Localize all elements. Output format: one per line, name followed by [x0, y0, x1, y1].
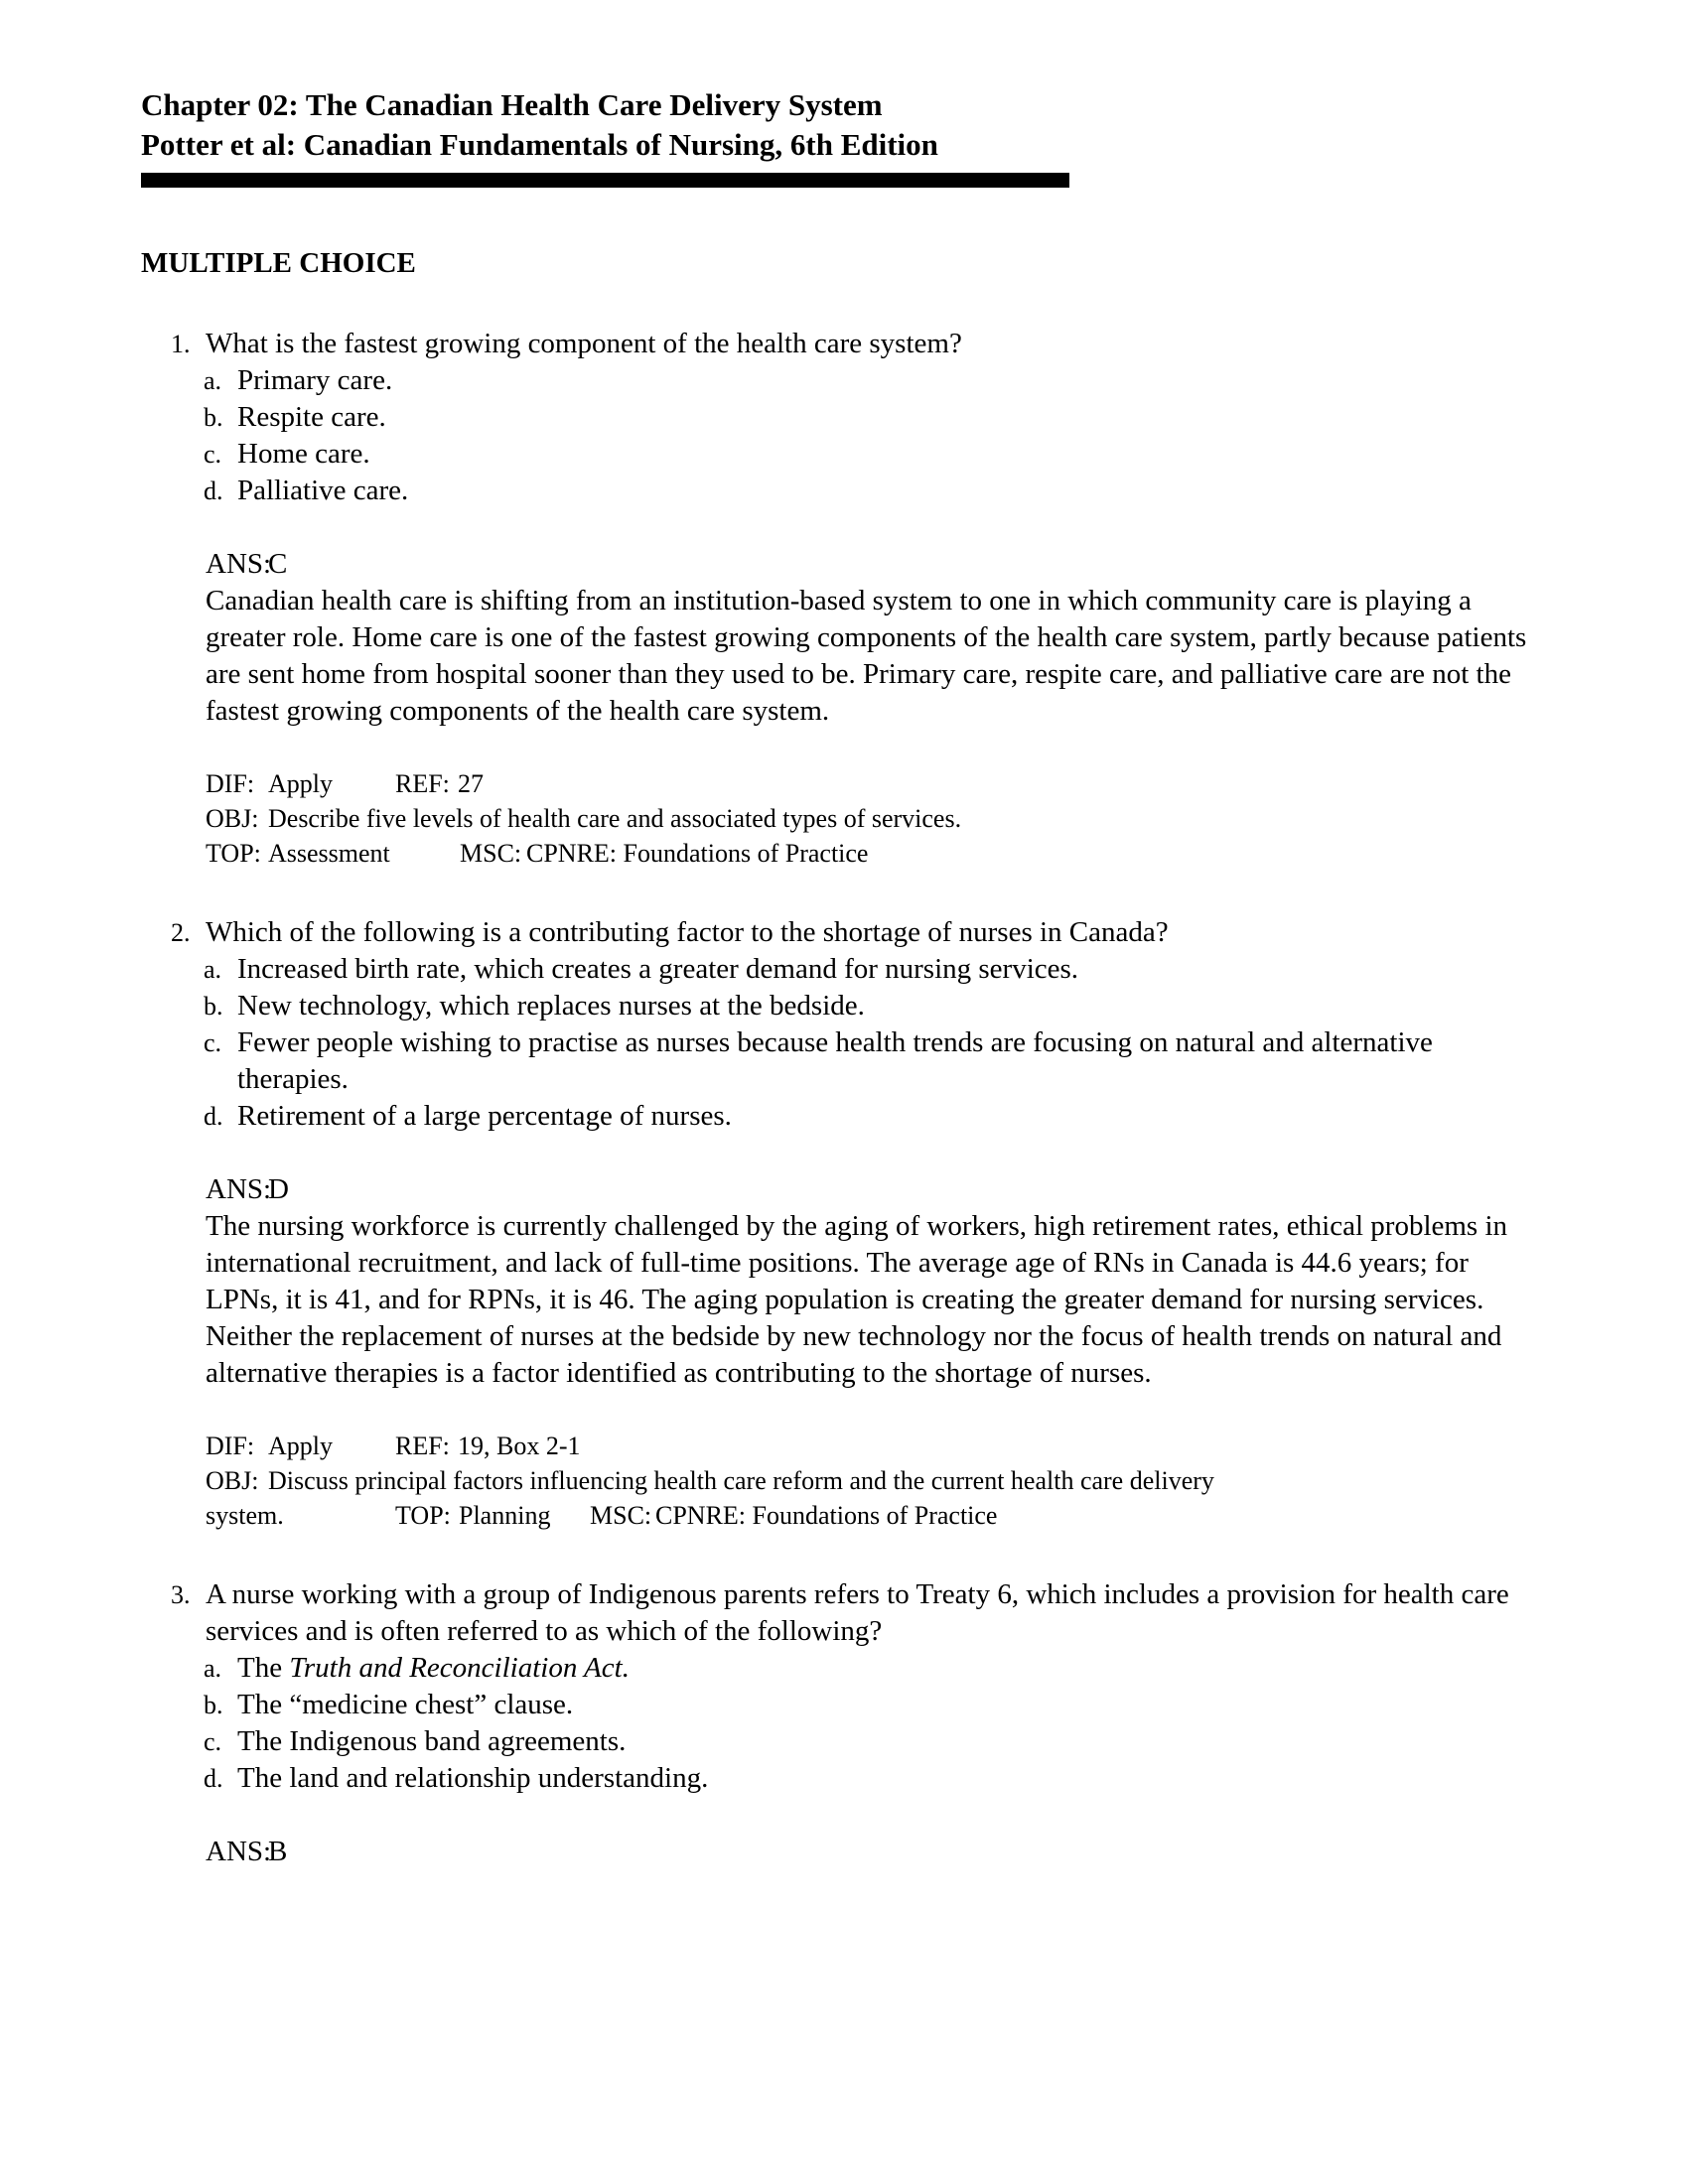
section-title: MULTIPLE CHOICE: [141, 247, 416, 279]
question-3-head: [141, 1576, 1547, 1650]
ref-value: 19, Box 2-1: [458, 1432, 581, 1460]
meta-obj-continuation-row: [206, 1498, 1547, 1533]
option-text-prefix: The: [237, 1652, 290, 1684]
question-number: 2.: [171, 918, 191, 947]
option-b: [204, 399, 1479, 436]
dif-label: DIF:: [206, 1432, 255, 1460]
top-label: TOP:: [395, 1501, 451, 1530]
dif-value: Apply: [268, 769, 333, 798]
option-letter: a.: [204, 366, 222, 395]
top-value: Assessment: [268, 839, 390, 868]
obj-value: Describe five levels of health care and associated types of services.: [268, 804, 962, 833]
answer-value: B: [268, 1836, 288, 1867]
top-value: Planning: [459, 1501, 551, 1530]
question-3: [141, 1576, 1547, 1870]
option-d: [204, 1098, 1479, 1135]
obj-label: OBJ:: [206, 804, 259, 833]
answer-row: [206, 1834, 1547, 1870]
msc-value: CPNRE: Foundations of Practice: [655, 1501, 998, 1530]
meta-obj-row: [206, 1463, 1547, 1498]
option-text: Respite care.: [237, 401, 386, 433]
header-divider-bar: [141, 173, 1069, 188]
option-text: The “medicine chest” clause.: [237, 1689, 574, 1720]
option-letter: d.: [204, 477, 223, 505]
header-title-line1: Chapter 02: The Canadian Health Care Delivery System: [141, 87, 883, 122]
question-1-options: [204, 362, 1479, 509]
meta-obj-row: [206, 801, 1547, 836]
question-3-options: [204, 1650, 1479, 1797]
ref-label: REF:: [395, 769, 450, 798]
meta-top-row: [206, 836, 1547, 871]
option-letter: a.: [204, 1654, 222, 1683]
option-text: [237, 1650, 1479, 1687]
option-letter: d.: [204, 1102, 223, 1131]
header-title-line2: Potter et al: Canadian Fundamentals of Nursing, 6th Edition: [141, 127, 938, 162]
option-a: [204, 1650, 1479, 1687]
option-letter: b.: [204, 992, 223, 1021]
option-d: [204, 473, 1479, 509]
question-2-meta: [206, 1429, 1547, 1533]
option-a: [204, 362, 1479, 399]
question-number: 1.: [171, 330, 191, 358]
option-text-italic: Truth and Reconciliation Act.: [289, 1652, 630, 1684]
option-letter: c.: [204, 1028, 222, 1057]
obj-label: OBJ:: [206, 1466, 259, 1495]
meta-dif-row: [206, 1429, 1547, 1463]
option-text: Fewer people wishing to practise as nurses because health trends are focusing on natural and alternative therapies.: [237, 1026, 1433, 1095]
obj-value-line1: Discuss principal factors influencing health care reform and the current health care delivery: [268, 1466, 1214, 1495]
dif-value: Apply: [268, 1432, 333, 1460]
meta-dif-row: [206, 766, 1547, 801]
option-text: The Indigenous band agreements.: [237, 1725, 627, 1757]
ref-label: REF:: [395, 1432, 450, 1460]
document-header: [141, 85, 1547, 188]
question-stem: What is the fastest growing component of the health care system?: [206, 328, 962, 359]
msc-label: MSC:: [590, 1501, 652, 1530]
question-1-head: [141, 326, 1547, 362]
option-c: [204, 1723, 1479, 1760]
answer-label: ANS:: [206, 548, 272, 580]
question-2: [141, 914, 1547, 1533]
top-label: TOP:: [206, 839, 261, 868]
answer-label: ANS:: [206, 1836, 272, 1867]
answer-value: C: [268, 548, 288, 580]
option-letter: c.: [204, 1727, 222, 1756]
question-number: 3.: [171, 1580, 191, 1609]
question-stem: Which of the following is a contributing factor to the shortage of nurses in Canada?: [206, 916, 1169, 948]
option-b: [204, 1687, 1479, 1723]
question-1: [141, 326, 1547, 871]
answer-row: [206, 1171, 1547, 1208]
ref-value: 27: [458, 769, 484, 798]
rationale: The nursing workforce is currently challenged by the aging of workers, high retirement rates, ethical problems in international recruitment, and lack of full-time positions. The average age of RNs in Canada is 44.6 years; for LPNs, it is 41, and for RPNs, it is 46. The aging population is creating the greater demand for nursing services. Neither the replacement of nurses at the bedside by new technology nor the focus of health trends on natural and alternative therapies is a factor identified as contributing to the shortage of nurses.: [206, 1210, 1508, 1389]
option-c: [204, 1024, 1479, 1098]
dif-label: DIF:: [206, 769, 255, 798]
answer-label: ANS:: [206, 1173, 272, 1205]
msc-label: MSC:: [460, 839, 522, 868]
option-text: Primary care.: [237, 364, 393, 396]
option-letter: d.: [204, 1764, 223, 1793]
rationale: Canadian health care is shifting from an institution-based system to one in which community care is playing a greater role. Home care is one of the fastest growing components of the health care system, partly because patients are sent home from hospital sooner than they used to be. Primary care, respite care, and palliative care are not the fastest growing components of the health care system.: [206, 585, 1527, 727]
option-c: [204, 436, 1479, 473]
option-letter: b.: [204, 1691, 223, 1719]
question-stem: A nurse working with a group of Indigenous parents refers to Treaty 6, which includes a provision for health care services and is often referred to as which of the following?: [206, 1578, 1509, 1647]
question-1-meta: [206, 766, 1547, 871]
option-text: Increased birth rate, which creates a greater demand for nursing services.: [237, 953, 1079, 985]
option-letter: b.: [204, 403, 223, 432]
question-2-options: [204, 951, 1479, 1135]
option-b: [204, 988, 1479, 1024]
answer-row: [206, 546, 1547, 583]
obj-value-line2: system.: [206, 1501, 284, 1530]
option-text: Home care.: [237, 438, 370, 470]
option-a: [204, 951, 1479, 988]
question-2-head: [141, 914, 1547, 951]
option-text: New technology, which replaces nurses at the bedside.: [237, 990, 865, 1022]
answer-value: D: [268, 1173, 289, 1205]
option-letter: c.: [204, 440, 222, 469]
option-text: Palliative care.: [237, 475, 409, 506]
option-letter: a.: [204, 955, 222, 984]
option-text: The land and relationship understanding.: [237, 1762, 709, 1794]
option-d: [204, 1760, 1479, 1797]
msc-value: CPNRE: Foundations of Practice: [526, 839, 869, 868]
option-text: Retirement of a large percentage of nurses.: [237, 1100, 732, 1132]
